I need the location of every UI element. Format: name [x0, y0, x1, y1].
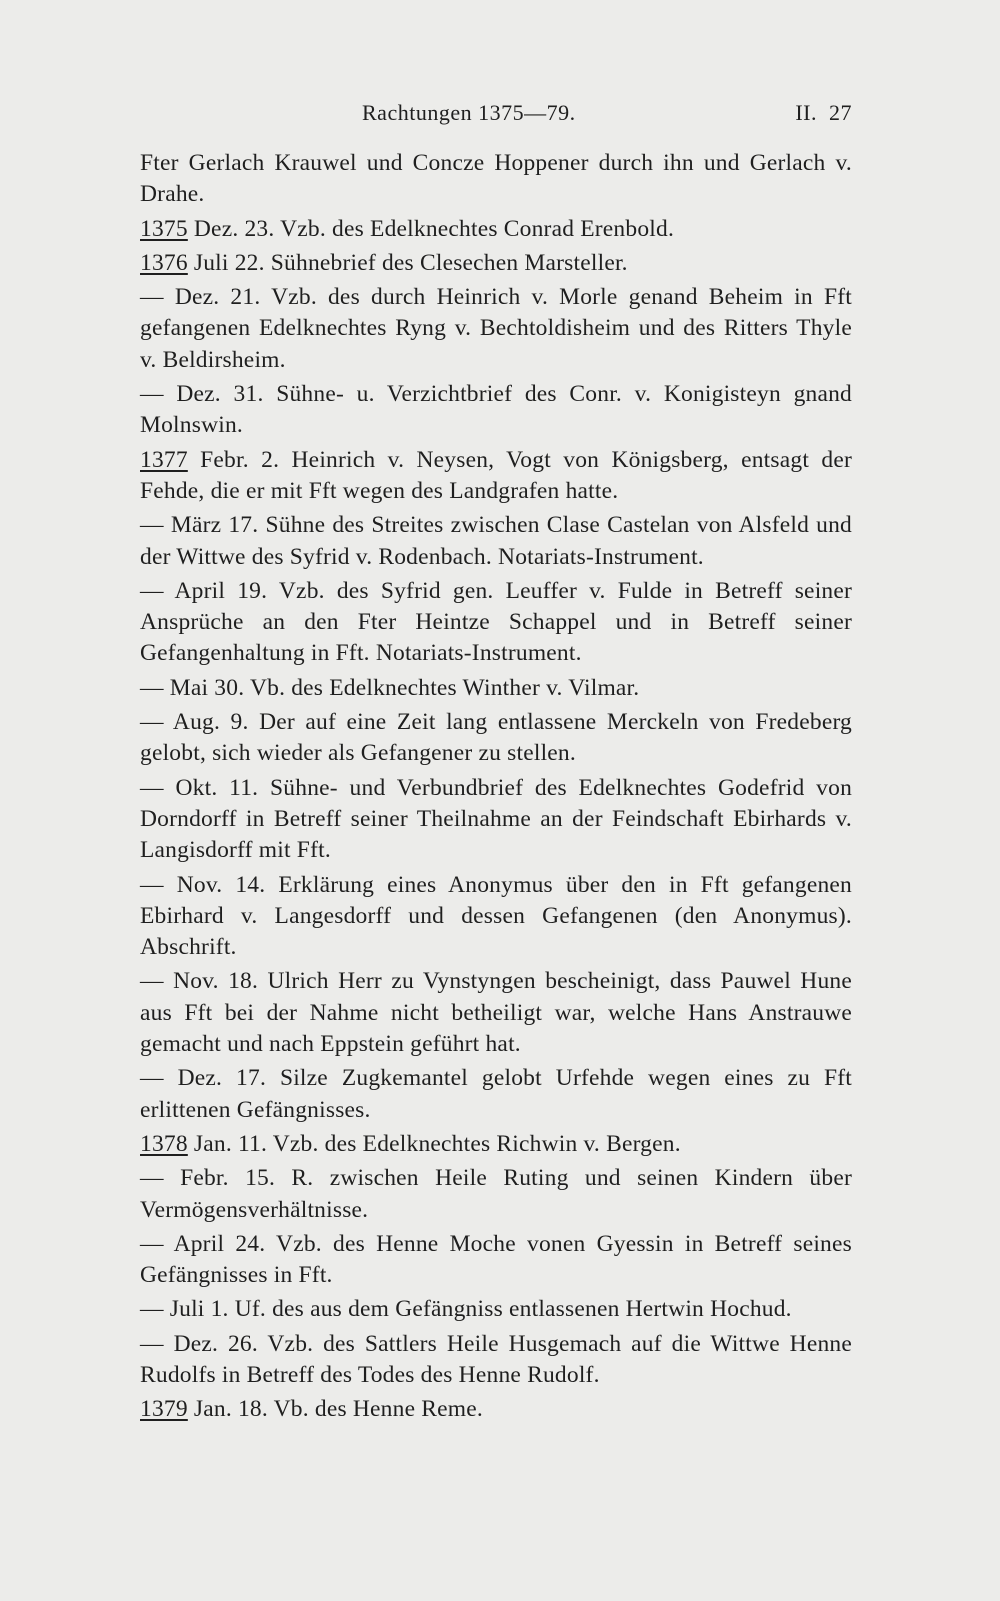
- register-entry: [140, 966, 852, 1060]
- entry-year: —: [140, 1330, 164, 1357]
- entry-date: Dez. 17.: [177, 1065, 267, 1092]
- entry-date: Febr. 2.: [200, 446, 280, 473]
- entry-date: April 19.: [174, 577, 268, 604]
- register-entry: [140, 1129, 852, 1160]
- entry-text: Ulrich Herr zu Vynstyngen bescheinigt, dass Pauwel Hune aus Fft bei der Nahme nicht betheiligt war, welche Hans Anstrauwe gemacht und nach Eppstein geführt hat.: [140, 968, 853, 1058]
- register-entry: [140, 510, 852, 573]
- entry-year: —: [140, 871, 164, 898]
- entry-date: Dez. 21.: [174, 284, 261, 311]
- register-entry: [140, 214, 852, 245]
- entry-year: —: [140, 284, 164, 311]
- entry-year: —: [140, 709, 164, 736]
- running-header: [140, 100, 852, 134]
- entry-text: Fter Gerlach Krauwel und Concze Hoppener durch ihn und Gerlach v. Drahe.: [140, 150, 852, 208]
- entry-year: —: [140, 512, 164, 539]
- register-entry: [140, 1329, 852, 1392]
- register-entry: [140, 870, 852, 964]
- entry-date: Jan. 18.: [193, 1396, 268, 1423]
- entry-text: Vzb. des Edelknechtes Conrad Erenbold.: [280, 215, 675, 242]
- entry-text: Erklärung eines Anonymus über den in Fft gefangenen Ebirhard v. Langesdorff und dessen Gefangenen (den Anonymus). Abschrift.: [140, 871, 852, 961]
- entry-year: 1378: [140, 1130, 188, 1157]
- entry-date: Jan. 11.: [193, 1130, 268, 1157]
- entry-text: Vzb. des Henne Moche vonen Gyessin in Betreff seines Gefängnisses in Fft.: [140, 1230, 852, 1289]
- register-entry: [140, 1163, 852, 1226]
- entry-text: Sühne- und Verbundbrief des Edelknechtes Godefrid von Dorndorff in Betreff seiner Theilnahme an der Feindschaft Ebirhards v. Langisdorff mit Fft.: [140, 774, 853, 864]
- entry-date: April 24.: [173, 1230, 266, 1257]
- entry-text: Sühne des Streites zwischen Clase Castelan von Alsfeld und der Wittwe des Syfrid v. Rodenbach. Notariats-Instrument.: [140, 512, 853, 570]
- register-entry: [140, 248, 852, 279]
- entry-year: —: [140, 1296, 164, 1323]
- entry-date: Febr. 15.: [180, 1165, 276, 1192]
- entry-text: Vb. des Edelknechtes Winther v. Vilmar.: [249, 674, 640, 701]
- register-entry: [140, 1063, 852, 1126]
- entry-year: —: [140, 1065, 164, 1092]
- entry-text: Vb. des Henne Reme.: [273, 1396, 483, 1423]
- register-entry: [140, 707, 852, 770]
- entry-text: Silze Zugkemantel gelobt Urfehde wegen eines zu Fft erlittenen Gefängnisses.: [140, 1065, 853, 1123]
- header-section: II.: [795, 100, 817, 125]
- register-entry: [140, 445, 852, 508]
- entry-date: Okt. 11.: [175, 774, 259, 801]
- entry-date: Dez. 23.: [193, 215, 275, 242]
- entry-list: [140, 148, 852, 1429]
- page-number: 27: [829, 100, 852, 125]
- entry-year: —: [140, 381, 164, 408]
- entry-year: 1376: [140, 249, 188, 276]
- header-page-number: [795, 100, 852, 126]
- entry-year: 1377: [140, 446, 188, 473]
- entry-text: Der auf eine Zeit lang entlassene Merckeln von Fredeberg gelobt, sich wieder als Gefangener zu stellen.: [140, 709, 853, 767]
- register-entry: [140, 1294, 852, 1325]
- entry-date: Dez. 31.: [176, 381, 264, 408]
- entry-year: —: [140, 1165, 164, 1192]
- entry-text: Vzb. des durch Heinrich v. Morle genand Beheim in Fft gefangenen Edelknechtes Ryng v. Bechtoldisheim und des Ritters Thyle v. Beldirsheim.: [140, 284, 852, 373]
- register-entry: [140, 379, 852, 442]
- entry-date: Juli 1.: [169, 1296, 229, 1323]
- entry-date: Aug. 9.: [172, 709, 249, 736]
- entry-text: Heinrich v. Neysen, Vogt von Königsberg, entsagt der Fehde, die er mit Fft wegen des Landgrafen hatte.: [140, 446, 852, 504]
- entry-date: März 17.: [170, 512, 259, 539]
- entry-text: Vzb. des Syfrid gen. Leuffer v. Fulde in Betreff seiner Ansprüche an den Fter Heintze Schappel und in Betreff seiner Gefangenhaltung in Fft. Notariats-Instrument.: [140, 577, 853, 667]
- entry-date: Nov. 14.: [176, 871, 266, 898]
- entry-year: —: [140, 674, 164, 701]
- register-entry: [140, 282, 852, 376]
- entry-year: 1379: [140, 1396, 188, 1423]
- register-entry: [140, 1394, 852, 1425]
- entry-date: Juli 22.: [193, 249, 265, 276]
- entry-year: —: [140, 968, 164, 995]
- entry-text: Vzb. des Edelknechtes Richwin v. Bergen.: [272, 1130, 681, 1157]
- entry-text: Sühnebrief des Clesechen Marsteller.: [270, 249, 628, 276]
- register-entry: [140, 576, 852, 670]
- register-entry: [140, 148, 852, 211]
- entry-date: Dez. 26.: [173, 1330, 258, 1357]
- entry-text: Vzb. des Sattlers Heile Husgemach auf die Wittwe Henne Rudolfs in Betreff des Todes des Henne Rudolf.: [140, 1330, 853, 1388]
- register-entry: [140, 673, 852, 704]
- entry-year: —: [140, 577, 164, 604]
- entry-text: R. zwischen Heile Ruting und seinen Kindern über Vermögensverhältnisse.: [140, 1165, 852, 1223]
- entry-year: —: [140, 774, 164, 801]
- entry-date: Nov. 18.: [173, 968, 259, 995]
- entry-year: 1375: [140, 215, 188, 242]
- entry-date: Mai 30.: [169, 674, 245, 701]
- entry-text: Uf. des aus dem Gefängniss entlassenen Hertwin Hochud.: [234, 1296, 792, 1323]
- entry-text: Sühne- u. Verzichtbrief des Conr. v. Konigisteyn gnand Molnswin.: [140, 381, 853, 439]
- entry-year: —: [140, 1230, 164, 1257]
- header-title: Rachtungen 1375—79.: [362, 100, 576, 125]
- register-entry: [140, 773, 852, 867]
- register-entry: [140, 1229, 852, 1292]
